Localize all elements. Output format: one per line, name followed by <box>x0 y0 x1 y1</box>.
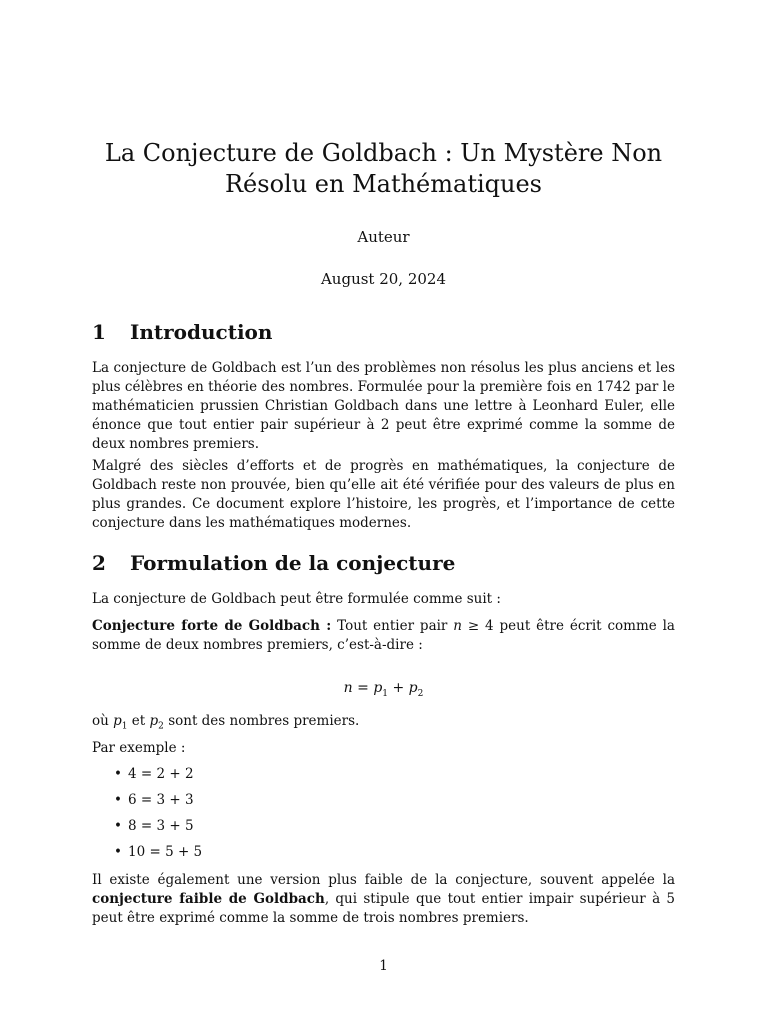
equation-subscript-1: 1 <box>382 688 389 699</box>
section-title: Formulation de la conjecture <box>130 551 456 575</box>
section-heading-introduction <box>92 320 272 344</box>
examples-list <box>114 765 202 869</box>
equation-plus: + <box>388 680 409 696</box>
example-text: 4 = 2 + 2 <box>128 766 194 782</box>
document-page <box>92 0 675 1024</box>
definition-text: sont des nombres premiers. <box>163 713 360 729</box>
list-item <box>114 843 202 869</box>
list-item <box>114 765 202 791</box>
example-text: 10 = 5 + 5 <box>128 844 203 860</box>
primes-definition <box>92 712 675 737</box>
section-title: Introduction <box>130 320 273 344</box>
definition-text: et <box>127 713 150 729</box>
strong-conjecture-label: Conjecture forte de Goldbach : <box>92 618 332 634</box>
formulation-intro: La conjecture de Goldbach peut être formulée comme suit : <box>92 591 501 607</box>
statement-text: Tout entier pair <box>331 618 454 634</box>
statement-text: ≥ 4 peut être écrit comme la somme de deux nombres premiers, c’est-à-dire : <box>92 618 675 653</box>
var-subscript: 1 <box>121 721 128 732</box>
section-number: 2 <box>92 551 106 575</box>
paragraph-text: Il existe également une version plus faible de la conjecture, souvent appelée la <box>92 872 675 888</box>
variable-n: n <box>453 618 462 634</box>
section-heading-formulation <box>92 551 455 575</box>
paragraph-text: , qui stipule que tout entier impair supérieur à 5 peut être exprimé comme la somme de trois nombres premiers. <box>92 891 675 926</box>
strong-conjecture-statement <box>92 617 675 655</box>
bullet-icon: • <box>114 844 122 860</box>
document-date: August 20, 2024 <box>320 270 447 288</box>
bullet-icon: • <box>114 766 122 782</box>
equation <box>92 680 675 699</box>
variable-p1 <box>113 713 128 732</box>
bullet-icon: • <box>114 818 122 834</box>
example-text: 8 = 3 + 5 <box>128 818 194 834</box>
document-author: Auteur <box>357 228 410 246</box>
list-item <box>114 817 202 843</box>
weak-conjecture-paragraph <box>92 871 675 928</box>
document-title: La Conjecture de Goldbach : Un Mystère Non Résolu en Mathématiques <box>104 139 663 198</box>
weak-conjecture-term: conjecture faible de Goldbach <box>92 891 325 907</box>
list-item <box>114 791 202 817</box>
var-letter: p <box>149 713 159 729</box>
section-number: 1 <box>92 320 106 344</box>
equation-equals: = <box>352 680 374 696</box>
var-subscript: 2 <box>158 721 164 732</box>
intro-paragraph-2: Malgré des siècles d’efforts et de progrès en mathématiques, la conjecture de Goldbach reste non prouvée, bien qu’elle ait été vérifiée pour des valeurs de plus en plus grandes. Ce document explore l’histoire, les progrès, et l’importance de cette conjecture dans les mathématiques modernes. <box>92 458 675 531</box>
example-label: Par exemple : <box>92 740 186 756</box>
intro-paragraph-1: La conjecture de Goldbach est l’un des problèmes non résolus les plus anciens et les plus célèbres en théorie des nombres. Formulée pour la première fois en 1742 par le mathématicien prussien Christian Goldbach dans une lettre à Leonhard Euler, elle énonce que tout entier pair supérieur à 2 peut être exprimé comme la somme de deux nombres premiers. <box>92 360 675 452</box>
var-letter: p <box>113 713 122 729</box>
example-text: 6 = 3 + 3 <box>128 792 194 808</box>
bullet-icon: • <box>114 792 122 808</box>
page-number: 1 <box>379 958 388 974</box>
equation-subscript-2: 2 <box>417 688 424 699</box>
variable-p2 <box>149 713 164 732</box>
equation-lhs: n <box>343 680 353 696</box>
equation-p2: p <box>408 680 418 696</box>
definition-text: où <box>92 713 114 729</box>
equation-p1: p <box>373 680 383 696</box>
